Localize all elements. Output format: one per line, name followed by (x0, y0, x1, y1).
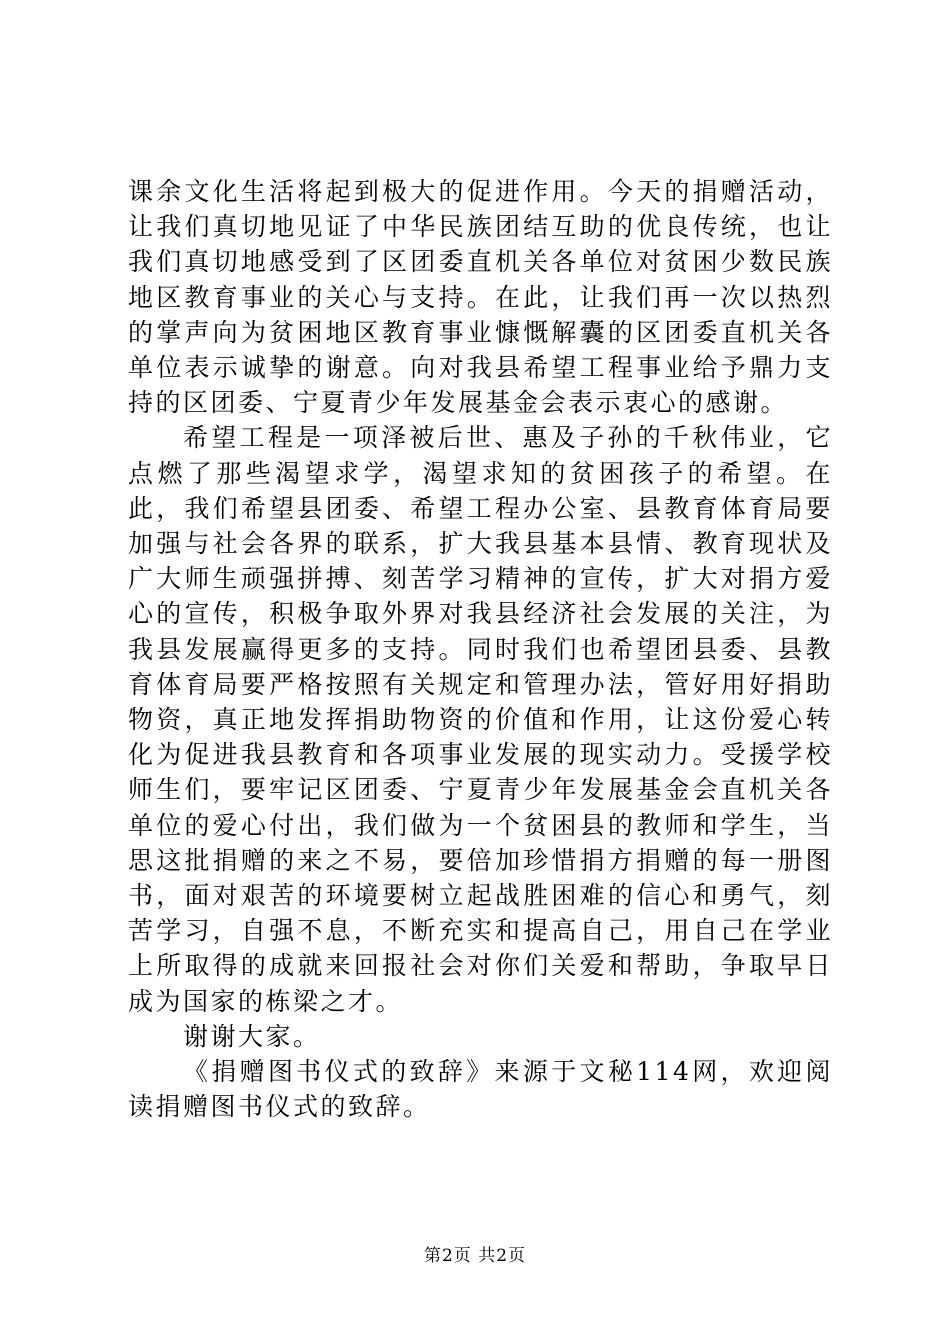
paragraph-4: 《捐赠图书仪式的致辞》来源于文秘114网，欢迎阅读捐赠图书仪式的致辞。 (128, 1057, 833, 1122)
paragraph-3: 谢谢大家。 (183, 1021, 321, 1051)
paragraph-2: 希望工程是一项泽被后世、惠及子孙的千秋伟业，它点燃了那些渴望求学，渴望求知的贫困孩子的希望。在此，我们希望县团委、希望工程办公室、县教育体育局要加强与社会各界的联系，扩大我县基本县情、教育现状及广大师生顽强拼搏、刻苦学习精神的宣传，扩大对捐方爱心的宣传，积极争取外界对我县经济社会发展的关注，为我县发展赢得更多的支持。同时我们也希望团县委、县教育体育局要严格按照有关规定和管理办法，管好用好捐助物资，真正地发挥捐助物资的价值和作用，让这份爱心转化为促进我县教育和各项事业发展的现实动力。受援学校师生们，要牢记区团委、宁夏青少年发展基金会直机关各单位的爱心付出，我们做为一个贫困县的教师和学生，当思这批捐赠的来之不易，要倍加珍惜捐方捐赠的每一册图书，面对艰苦的环境要树立起战胜困难的信心和勇气，刻苦学习，自强不息，不断充实和提高自己，用自己在学业上所取得的成就来回报社会对你们关爱和帮助，争取早日成为国家的栋梁之才。 (128, 423, 833, 1016)
page-footer: 第2页 共2页 (423, 1246, 527, 1266)
paragraph-1: 课余文化生活将起到极大的促进作用。今天的捐赠活动，让我们真切地见证了中华民族团结互助的优良传统，也让我们真切地感受到了区团委直机关各单位对贫困少数民族地区教育事业的关心与支持。在此，让我们再一次以热烈的掌声向为贫困地区教育事业慷慨解囊的区团委直机关各单位表示诚挚的谢意。向对我县希望工程事业给予鼎力支持的区团委、宁夏青少年发展基金会表示衷心的感谢。 (128, 177, 833, 418)
document-body (128, 174, 833, 1124)
